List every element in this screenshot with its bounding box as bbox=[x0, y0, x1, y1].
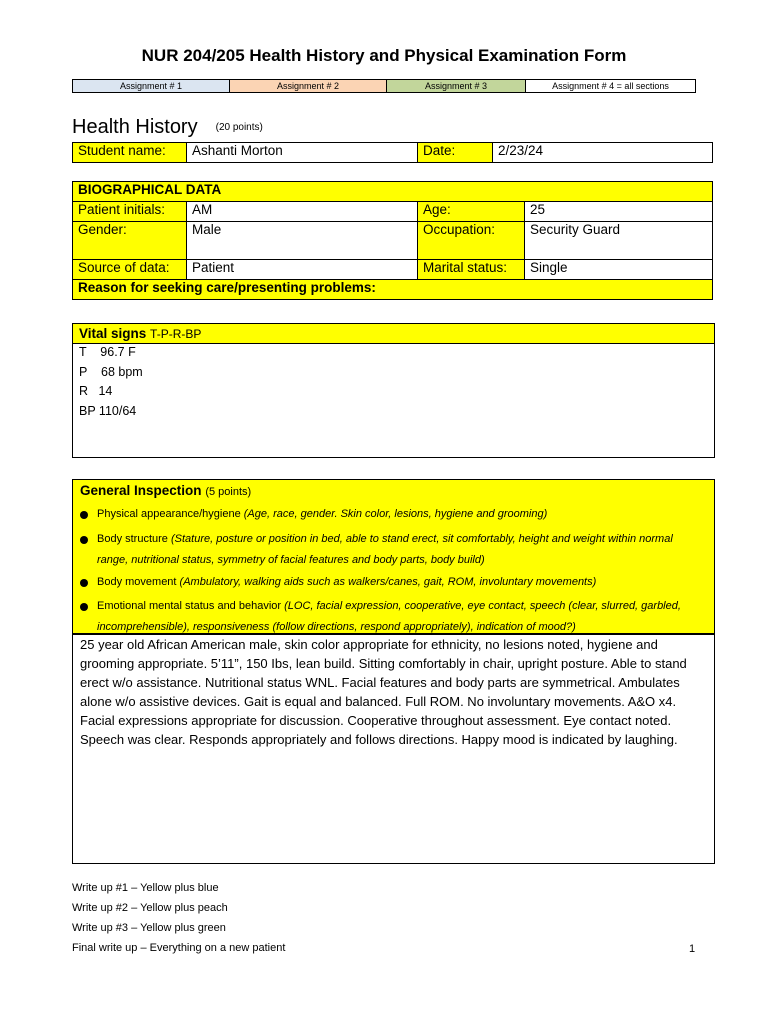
occupation-field[interactable]: Security Guard bbox=[525, 222, 713, 260]
vital-respiration: R 14 bbox=[79, 384, 113, 398]
page-number: 1 bbox=[689, 943, 696, 955]
bullet-icon bbox=[80, 603, 88, 611]
health-history-heading bbox=[72, 116, 263, 139]
assignment-4: Assignment # 4 = all sections bbox=[526, 80, 696, 93]
assignment-legend bbox=[72, 79, 696, 93]
bullet-icon bbox=[80, 579, 88, 587]
footer-line-1: Write up #1 – Yellow plus blue bbox=[72, 882, 219, 894]
bullet-emotional-status bbox=[80, 596, 714, 638]
bullet-detail: (LOC, facial expression, cooperative, eye contact, speech (clear, slurred, garbled, incomprehensible), responsiveness (follow directions, respond appropriately), indication of mood?) bbox=[97, 600, 681, 633]
bullet-detail: (Stature, posture or position in bed, able to stand erect, sit comfortably, height and weight within normal range, nutritional status, symmetry of facial features and body parts, body build) bbox=[97, 533, 673, 566]
general-inspection-response: 25 year old African American male, skin color appropriate for ethnicity, no lesions noted, hygiene and grooming appropriate. 5’11”, 150 Ibs, lean build. Sitting comfortably in chair, upright posture. Able to stand erect w/o assistance. Nutritional status WNL. Facial features and body parts are symmetrical. Ambulates alone w/o assistive devices. Gait is equal and balanced. Full ROM. No involuntary movements. A&O x4. Facial expressions appropriate for discussion. Cooperative throughout assessment. Eye contact noted. Speech was clear. Responds appropriately and follows directions. Happy mood is indicated by laughing. bbox=[80, 637, 687, 747]
bullet-body-structure bbox=[80, 529, 714, 571]
vital-signs-title: Vital signs bbox=[79, 326, 147, 341]
vital-temperature: T 96.7 F bbox=[79, 345, 136, 359]
bullet-label: Physical appearance/hygiene bbox=[97, 508, 244, 520]
general-inspection-field[interactable] bbox=[72, 633, 715, 864]
general-inspection-title: General Inspection bbox=[80, 483, 202, 498]
biographical-data-table bbox=[72, 181, 713, 300]
vital-pulse: P 68 bpm bbox=[79, 364, 143, 379]
source-field[interactable]: Patient bbox=[187, 260, 418, 280]
date-field[interactable]: 2/23/24 bbox=[493, 143, 713, 163]
vital-signs-field[interactable] bbox=[72, 343, 715, 458]
marital-field[interactable]: Single bbox=[525, 260, 713, 280]
bullet-physical-appearance bbox=[80, 504, 714, 525]
date-label: Date: bbox=[418, 143, 493, 163]
vital-signs-heading bbox=[72, 323, 715, 344]
bullet-icon bbox=[80, 536, 88, 544]
occupation-label: Occupation: bbox=[418, 222, 525, 260]
gender-field[interactable]: Male bbox=[187, 222, 418, 260]
student-info-table bbox=[72, 142, 713, 163]
reason-label: Reason for seeking care/presenting problems: bbox=[73, 280, 713, 300]
age-field[interactable]: 25 bbox=[525, 202, 713, 222]
health-history-title: Health History bbox=[72, 116, 198, 138]
bullet-body-movement bbox=[80, 572, 714, 593]
general-inspection-title-row bbox=[80, 481, 714, 502]
footer-line-3: Write up #3 – Yellow plus green bbox=[72, 922, 226, 934]
bio-heading: BIOGRAPHICAL DATA bbox=[73, 182, 713, 202]
student-name-field[interactable]: Ashanti Morton bbox=[187, 143, 418, 163]
footer-line-2: Write up #2 – Yellow plus peach bbox=[72, 902, 228, 914]
assignment-2: Assignment # 2 bbox=[230, 80, 387, 93]
bullet-icon bbox=[80, 511, 88, 519]
bullet-label: Body structure bbox=[97, 533, 171, 545]
assignment-3: Assignment # 3 bbox=[387, 80, 526, 93]
student-name-label: Student name: bbox=[73, 143, 187, 163]
bullet-detail: (Age, race, gender. Skin color, lesions, hygiene and grooming) bbox=[243, 508, 548, 520]
source-label: Source of data: bbox=[73, 260, 187, 280]
vital-blood-pressure: BP 110/64 bbox=[79, 403, 137, 418]
patient-initials-field[interactable]: AM bbox=[187, 202, 418, 222]
patient-initials-label: Patient initials: bbox=[73, 202, 187, 222]
footer-line-4: Final write up – Everything on a new patient bbox=[72, 942, 286, 954]
bullet-detail: (Ambulatory, walking aids such as walkers/canes, gait, ROM, involuntary movements) bbox=[179, 576, 597, 588]
age-label: Age: bbox=[418, 202, 525, 222]
health-history-points: (20 points) bbox=[215, 122, 263, 133]
marital-label: Marital status: bbox=[418, 260, 525, 280]
vital-signs-subtitle: T-P-R-BP bbox=[150, 327, 202, 341]
form-title: NUR 204/205 Health History and Physical Examination Form bbox=[141, 46, 627, 65]
bullet-label: Emotional mental status and behavior bbox=[97, 600, 285, 612]
general-inspection-points: (5 points) bbox=[205, 486, 252, 498]
bullet-label: Body movement bbox=[97, 576, 180, 588]
gender-label: Gender: bbox=[73, 222, 187, 260]
general-inspection-heading bbox=[72, 479, 715, 635]
assignment-1: Assignment # 1 bbox=[73, 80, 230, 93]
